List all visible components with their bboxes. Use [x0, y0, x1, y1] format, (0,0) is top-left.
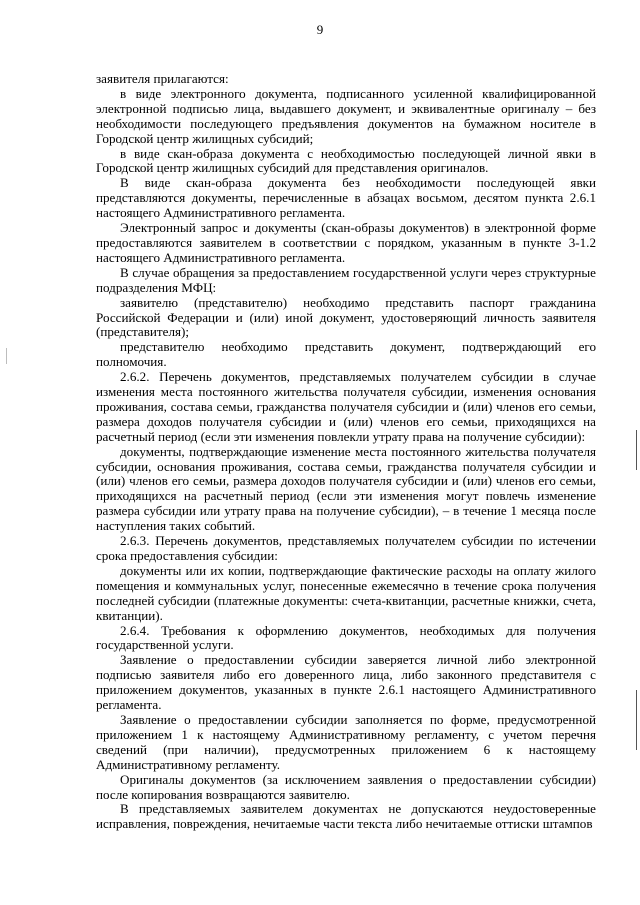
- scan-margin-line: [636, 430, 637, 470]
- paragraph-section-2-6-4: 2.6.4. Требования к оформлению документов, необходимых для получения государственной услуги.: [96, 622, 596, 653]
- paragraph-representative-authority: представителю необходимо представить документ, подтверждающий его полномочия.: [96, 339, 596, 370]
- scan-artifact: [6, 348, 7, 364]
- paragraph-mfc-intro: В случае обращения за предоставлением государственной услуги через структурные подразделения МФЦ:: [96, 264, 596, 295]
- page-number: 9: [316, 22, 324, 37]
- paragraph-passport: заявителю (представителю) необходимо представить паспорт гражданина Российской Федерации и (или) иной документ, удостоверяющий личность заявителя (представителя);: [96, 294, 596, 340]
- paragraph-scan-without-visit: В виде скан-образа документа без необходимости последующей явки представляются документы, перечисленные в абзацах восьмом, десятом пункта 2.6.1 настоящего Административного регламента.: [96, 175, 596, 221]
- paragraph-attachments-intro: заявителя прилагаются:: [96, 71, 229, 86]
- paragraph-change-documents: документы, подтверждающие изменение места постоянного жительства получателя субсидии, основания проживания, состава семьи, гражданства получателя субсидии и (или) членов его семьи, размера доходов получателя субсидии и (или) членов его семьи, приходящихся на расчетный период (если эти изменения могут повлечь изменение размера субсидии или утрату права на получение субсидии), – в течение 1 месяца после наступления таких событий.: [96, 443, 596, 534]
- paragraph-section-2-6-2: 2.6.2. Перечень документов, представляемых получателем субсидии в случае изменения места постоянного жительства получателя субсидии, изменения основания проживания, состава семьи, гражданства получателя субсидии и (или) членов его семьи, размера доходов получателя субсидии и (или) членов его семьи, приходящихся на расчетный период (если эти изменения повлекли утрату права на получение субсидии):: [96, 369, 596, 444]
- paragraph-electronic-document: в виде электронного документа, подписанного усиленной квалифицированной электронной подписью лица, выдавшего документ, и эквивалентные оригиналу – без необходимости последующего предъявления документов на бумажном носителе в Городской центр жилищных субсидий;: [96, 85, 596, 146]
- paragraph-section-2-6-3: 2.6.3. Перечень документов, представляемых получателем субсидии по истечении срока предоставления субсидии:: [96, 533, 596, 563]
- paragraph-corrections-not-allowed: В представляемых заявителем документах не допускаются неудостоверенные исправления, повреждения, нечитаемые части текста либо нечитаемые оттиски штампов: [96, 801, 596, 832]
- paragraph-expense-documents: документы или их копии, подтверждающие фактические расходы на оплату жилого помещения и коммунальных услуг, понесенные ежемесячно в течение срока получения последней субсидии (платежные документы: счета-квитанции, расчетные книжки, счета, квитанции).: [96, 562, 596, 623]
- paragraph-originals-returned: Оригиналы документов (за исключением заявления о предоставлении субсидии) после копирования возвращаются заявителю.: [96, 771, 596, 802]
- paragraph-electronic-request: Электронный запрос и документы (скан-образы документов) в электронной форме предоставляются заявителем в соответствии с порядком, указанным в пункте 3-1.2 настоящего Административного регламента.: [96, 220, 596, 265]
- paragraph-application-signature: Заявление о предоставлении субсидии заверяется личной либо электронной подписью заявителя либо его доверенного лица, либо законного представителя с приложением документов, указанных в пункте 2.6.1 настоящего Административного регламента.: [96, 652, 596, 713]
- paragraph-application-form: Заявление о предоставлении субсидии заполняется по форме, предусмотренной приложением 1 к настоящему Административному регламенту, с учетом перечня сведений (при наличии), предусмотренных приложением 6 к настоящему Административному регламенту.: [96, 711, 596, 772]
- paragraph-scan-with-visit: в виде скан-образа документа с необходимостью последующей личной явки в Городской центр жилищных субсидий для представления оригиналов.: [96, 145, 596, 176]
- text-body: [96, 72, 596, 832]
- scan-margin-line: [636, 690, 637, 750]
